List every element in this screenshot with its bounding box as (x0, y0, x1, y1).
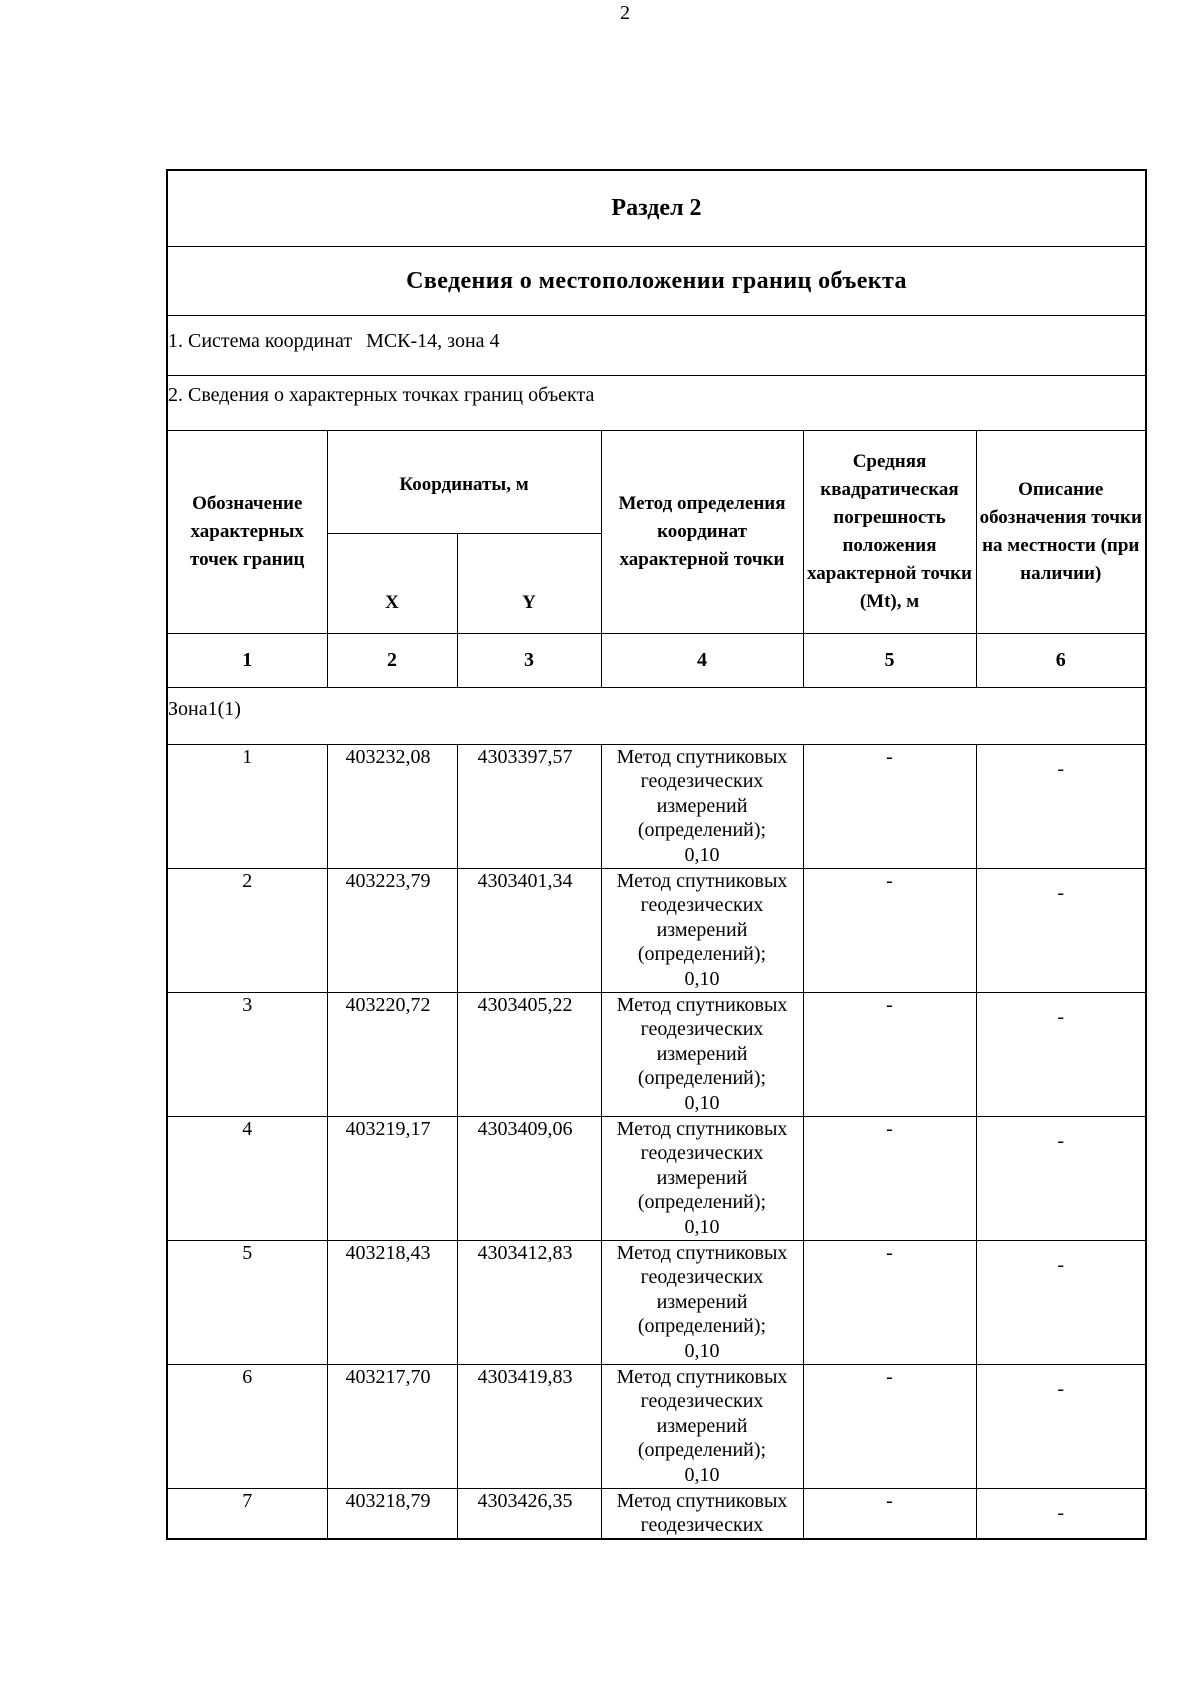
header-description: Описание обозначения точки на местности (при наличии) (976, 431, 1145, 633)
point-description: - (976, 744, 1145, 868)
mean-error: - (803, 868, 976, 992)
page-number: 2 (620, 2, 630, 24)
table-row (168, 1488, 1145, 1538)
coord-y: 4303419,83 (457, 1364, 601, 1488)
column-number: 1 (168, 633, 327, 687)
coord-system-value: МСК-14, зона 4 (366, 330, 500, 352)
column-number: 5 (803, 633, 976, 687)
method-cell: Метод спутниковых геодезических измерений (определений); 0,10 (601, 992, 803, 1116)
table-row (168, 1240, 1145, 1364)
coord-system-label: 1. Система координат (168, 330, 353, 352)
mean-error: - (803, 744, 976, 868)
coord-y: 4303426,35 (457, 1488, 601, 1538)
method-cell: Метод спутниковых геодезических (601, 1488, 803, 1538)
column-number: 4 (601, 633, 803, 687)
coord-y: 4303405,22 (457, 992, 601, 1116)
point-description: - (976, 1364, 1145, 1488)
coord-y: 4303401,34 (457, 868, 601, 992)
zone-row (168, 687, 1145, 744)
points-caption: 2. Сведения о характерных точках границ объекта (168, 376, 1145, 431)
coord-x: 403232,08 (327, 744, 457, 868)
coord-x: 403217,70 (327, 1364, 457, 1488)
table-row (168, 868, 1145, 992)
point-number: 6 (168, 1364, 327, 1488)
coord-y: 4303397,57 (457, 744, 601, 868)
coord-x: 403223,79 (327, 868, 457, 992)
table-row (168, 1364, 1145, 1488)
point-number: 1 (168, 744, 327, 868)
column-number: 6 (976, 633, 1145, 687)
table-row (168, 992, 1145, 1116)
point-description: - (976, 1488, 1145, 1538)
point-number: 7 (168, 1488, 327, 1538)
point-number: 3 (168, 992, 327, 1116)
column-number: 2 (327, 633, 457, 687)
header-coordinates: Координаты, м (327, 431, 601, 533)
point-number: 5 (168, 1240, 327, 1364)
coord-system-line (168, 316, 1145, 376)
method-cell: Метод спутниковых геодезических измерений (определений); 0,10 (601, 868, 803, 992)
coord-x: 403219,17 (327, 1116, 457, 1240)
header-mean-error: Средняя квадратическая погрешность положения характерной точки (Mt), м (803, 431, 976, 633)
point-description: - (976, 1116, 1145, 1240)
coord-x: 403218,79 (327, 1488, 457, 1538)
point-description: - (976, 868, 1145, 992)
section-frame (166, 169, 1147, 1540)
column-number-row (168, 633, 1145, 687)
method-cell: Метод спутниковых геодезических измерений (определений); 0,10 (601, 1116, 803, 1240)
method-cell: Метод спутниковых геодезических измерений (определений); 0,10 (601, 744, 803, 868)
point-number: 4 (168, 1116, 327, 1240)
method-cell: Метод спутниковых геодезических измерений (определений); 0,10 (601, 1240, 803, 1364)
header-method: Метод определения координат характерной точки (601, 431, 803, 633)
table-row (168, 744, 1145, 868)
point-description: - (976, 1240, 1145, 1364)
mean-error: - (803, 1240, 976, 1364)
coord-x: 403220,72 (327, 992, 457, 1116)
header-x: X (327, 533, 457, 633)
header-point-designation: Обозначение характерных точек границ (168, 431, 327, 633)
header-y: Y (457, 533, 601, 633)
section-subtitle: Сведения о местоположении границ объекта (168, 247, 1145, 316)
coord-y: 4303409,06 (457, 1116, 601, 1240)
coord-x: 403218,43 (327, 1240, 457, 1364)
table-row (168, 1116, 1145, 1240)
mean-error: - (803, 1116, 976, 1240)
mean-error: - (803, 1364, 976, 1488)
coord-y: 4303412,83 (457, 1240, 601, 1364)
point-number: 2 (168, 868, 327, 992)
section-title: Раздел 2 (168, 171, 1145, 247)
mean-error: - (803, 992, 976, 1116)
method-cell: Метод спутниковых геодезических измерений (определений); 0,10 (601, 1364, 803, 1488)
points-table (168, 431, 1145, 1538)
column-number: 3 (457, 633, 601, 687)
mean-error: - (803, 1488, 976, 1538)
zone-label: Зона1(1) (168, 687, 1145, 744)
point-description: - (976, 992, 1145, 1116)
